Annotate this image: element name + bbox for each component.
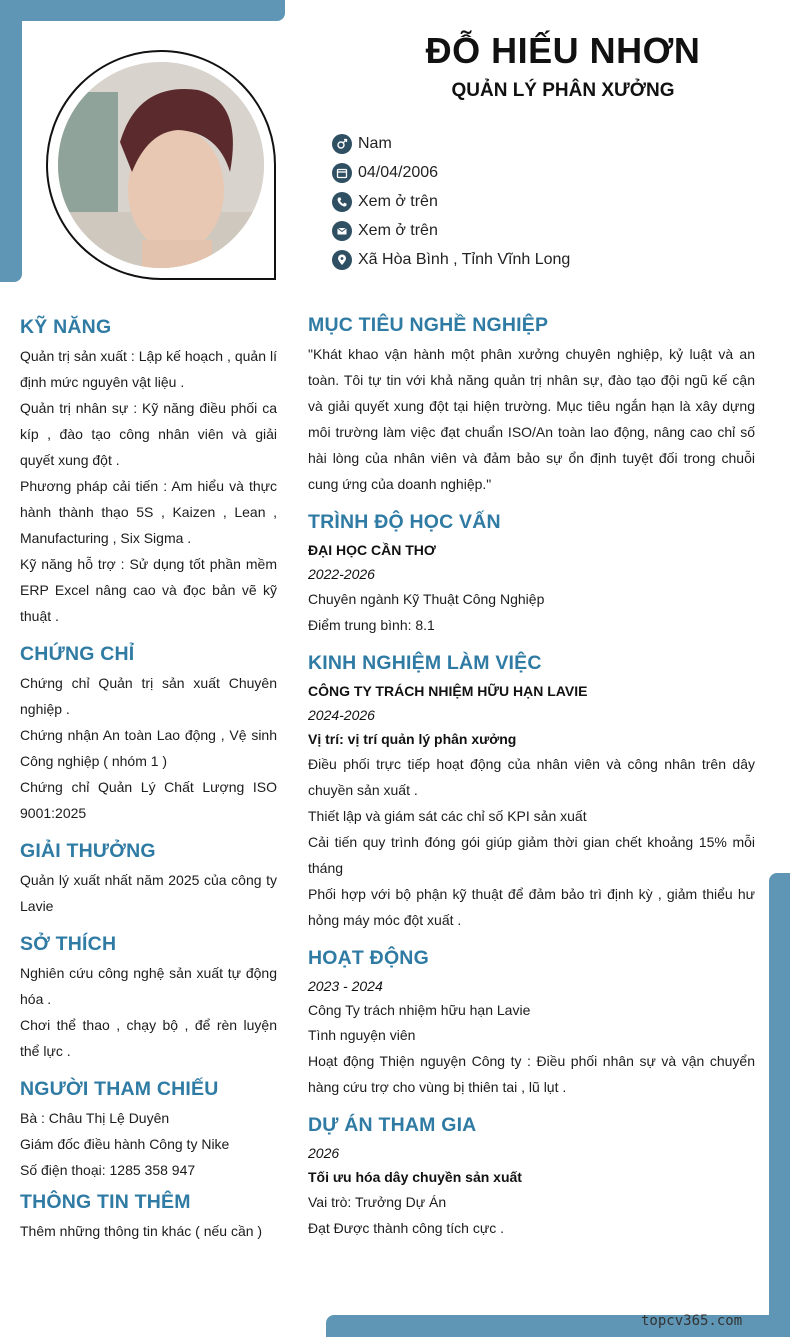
decorative-top-bar [0,0,285,21]
email-icon [332,221,352,241]
contact-birthday [332,158,570,187]
project-name: Tối ưu hóa dây chuyền sản xuất [308,1169,522,1185]
activity-line: Công Ty trách nhiệm hữu hạn Lavie [308,1002,531,1018]
right-column [308,314,755,1255]
school-name: ĐẠI HỌC CẦN THƠ [308,542,436,558]
skill-item: Quản trị nhân sự : Kỹ năng điều phối ca kíp , đào tạo công nhân viên và giải quyết xung đột . [20,400,277,468]
left-column [20,316,277,1258]
certificate-item: Chứng chỉ Quản trị sản xuất Chuyên nghiệp . [20,675,277,717]
location-icon [332,250,352,270]
contact-address [332,245,570,274]
education-title: TRÌNH ĐỘ HỌC VẤN [308,511,501,533]
skill-item: Kỹ năng hỗ trợ : Sử dụng tốt phần mềm ERP Excel nâng cao và đọc bản vẽ kỹ thuật . [20,556,277,624]
skills-section [20,316,277,629]
contact-list [332,129,570,274]
objective-title: MỤC TIÊU NGHỀ NGHIỆP [308,314,549,336]
skill-item: Phương pháp cải tiến : Am hiểu và thực hành thành thạo 5S , Kaizen , Lean , Manufacturing , Six Sigma . [20,478,277,546]
reference-line: Giám đốc điều hành Công ty Nike [20,1136,230,1152]
projects-section [308,1114,755,1241]
hobby-item: Chơi thể thao , chạy bộ , để rèn luyện thể lực . [20,1017,277,1059]
skill-item: Quản trị sản xuất : Lập kế hoạch , quản lí định mức nguyên vật liệu . [20,348,277,390]
gender-text: Nam [358,134,392,152]
activities-title: HOẠT ĐỘNG [308,947,429,969]
activities-period: 2023 - 2024 [308,978,383,994]
education-period: 2022-2026 [308,566,375,582]
phone-text: Xem ở trên [358,192,438,210]
certificate-item: Chứng nhận An toàn Lao động , Vệ sinh Công nghiệp ( nhóm 1 ) [20,727,277,769]
project-period: 2026 [308,1145,340,1161]
contact-phone [332,187,570,216]
address-text: Xã Hòa Bình , Tỉnh Vĩnh Long [358,250,571,268]
activity-line: Tình nguyện viên [308,1027,416,1043]
reference-line: Số điện thoại: 1285 358 947 [20,1162,196,1178]
extra-info-item: Thêm những thông tin khác ( nếu cần ) [20,1223,263,1239]
awards-section [20,840,277,919]
references-section [20,1078,277,1183]
activities-section [308,947,755,1100]
activity-line: Hoạt động Thiện nguyện Công ty : Điều phối nhân sự và vận chuyển hàng cứu trợ cho vùng bị thiên tai , lũ lụt . [308,1053,755,1095]
references-title: NGƯỜI THAM CHIẾU [20,1078,219,1100]
certificates-title: CHỨNG CHỈ [20,643,135,665]
objective-section [308,314,755,497]
awards-title: GIẢI THƯỞNG [20,840,156,862]
certificates-section [20,643,277,826]
phone-icon [332,192,352,212]
decorative-right-bar [769,873,790,1337]
project-line: Đạt Được thành công tích cực . [308,1220,505,1236]
calendar-icon [332,163,352,183]
education-line: Chuyên ngành Kỹ Thuật Công Nghiệp [308,591,545,607]
extra-info-section [20,1191,277,1244]
award-item: Quản lý xuất nhất năm 2025 của công ty Lavie [20,872,277,914]
certificate-item: Chứng chỉ Quản Lý Chất Lượng ISO 9001:2025 [20,779,277,821]
contact-gender [332,129,570,158]
objective-text: "Khát khao vận hành một phân xưởng chuyên nghiệp, kỷ luật và an toàn. Tôi tự tin với khả năng quản trị nhân sự, đào tạo đội ngũ kế cận và giải quyết xung đột tại hiện trường. Mục tiêu ngắn hạn là xây dựng môi trường làm việc đạt chuẩn ISO/An toàn lao động, nâng cao chỉ số hài lòng của nhân viên và đảm bảo sự ổn định tuyệt đối trong chuỗi cung ứng của doanh nghiệp." [308,346,755,492]
reference-line: Bà : Châu Thị Lệ Duyên [20,1110,170,1126]
avatar [58,62,264,268]
experience-line: Cải tiến quy trình đóng gói giúp giảm thời gian chết khoảng 15% mỗi tháng [308,834,755,876]
projects-title: DỰ ÁN THAM GIA [308,1114,477,1136]
birthday-text: 04/04/2006 [358,163,439,181]
experience-line: Điều phối trực tiếp hoạt động của nhân viên và công nhân trên dây chuyền sản xuất . [308,756,755,798]
experience-position: Vị trí: vị trí quản lý phân xưởng [308,731,517,747]
education-section [308,511,755,638]
education-line: Điểm trung bình: 8.1 [308,617,435,633]
email-text: Xem ở trên [358,221,438,239]
extra-info-title: THÔNG TIN THÊM [20,1191,191,1213]
job-title: QUẢN LÝ PHÂN XƯỞNG [451,80,675,101]
experience-section [308,652,755,933]
hobbies-section [20,933,277,1064]
decorative-left-bar [0,0,22,282]
gender-icon [332,134,352,154]
company-name: CÔNG TY TRÁCH NHIỆM HỮU HẠN LAVIE [308,683,588,699]
watermark: topcv365.com [641,1313,743,1329]
candidate-name: ĐỖ HIẾU NHƠN [425,30,701,71]
project-line: Vai trò: Trưởng Dự Án [308,1194,447,1210]
experience-line: Thiết lập và giám sát các chỉ số KPI sản xuất [308,808,587,824]
experience-line: Phối hợp với bộ phận kỹ thuật để đảm bảo trì định kỳ , giảm thiểu hư hỏng máy móc đột xuất . [308,886,755,928]
experience-period: 2024-2026 [308,707,375,723]
hobbies-title: SỞ THÍCH [20,933,117,955]
hobby-item: Nghiên cứu công nghệ sản xuất tự động hóa . [20,965,277,1007]
experience-title: KINH NGHIỆM LÀM VIỆC [308,652,542,674]
contact-email [332,216,570,245]
skills-title: KỸ NĂNG [20,316,112,338]
